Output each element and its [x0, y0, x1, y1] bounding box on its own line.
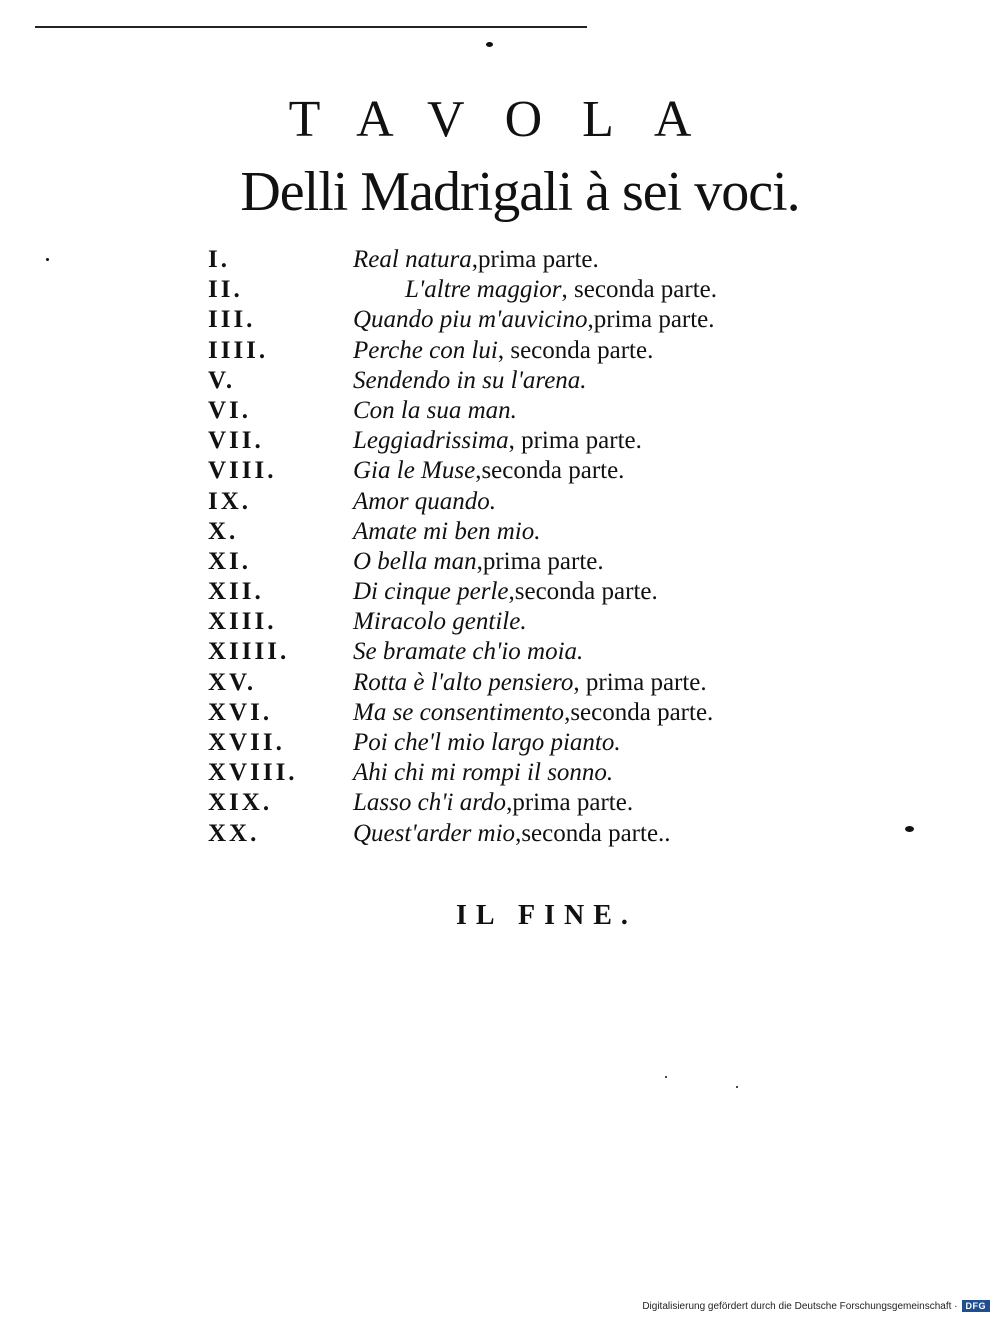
entry-numeral: I.	[208, 246, 230, 273]
entry-numeral: VI.	[208, 396, 252, 424]
entry-numeral: XV.	[208, 668, 257, 696]
list-item	[208, 336, 808, 366]
entry-part: , seconda parte.	[497, 336, 654, 364]
top-rule	[35, 26, 587, 28]
ink-speck	[486, 42, 493, 47]
madrigal-index	[208, 245, 808, 849]
list-item	[208, 788, 808, 818]
entry-incipit: Con la sua man.	[353, 396, 517, 424]
entry-incipit: Miracolo gentile.	[353, 608, 527, 636]
entry-incipit: Ahi chi mi rompi il sonno.	[353, 759, 614, 787]
entry-numeral: XIII.	[208, 608, 277, 636]
entry-incipit: Real natura	[353, 246, 472, 273]
page-subtitle: Delli Madrigali à sei voci.	[240, 161, 800, 223]
entry-incipit: Leggiadrissima	[353, 427, 509, 455]
entry-part: ,prima parte.	[506, 789, 634, 817]
dfg-logo: DFG	[962, 1300, 991, 1312]
ink-speck	[905, 826, 914, 832]
entry-part: ,prima parte.	[476, 547, 604, 575]
entry-numeral: XIX.	[208, 789, 273, 817]
entry-numeral: XVI.	[208, 698, 273, 726]
entry-part: ,seconda parte.	[564, 698, 714, 726]
entry-incipit: Amate mi ben mio.	[353, 517, 541, 545]
entry-incipit: Rotta è l'alto pensiero	[353, 668, 574, 696]
entry-numeral: VII.	[208, 427, 264, 455]
entry-numeral: II.	[208, 276, 243, 304]
entry-incipit: Perche con lui	[353, 336, 498, 364]
credit-text: Digitalisierung gefördert durch die Deutsche Forschungsgemeinschaft ·	[642, 1300, 958, 1312]
entry-numeral: III.	[208, 306, 256, 334]
entry-incipit: O bella man	[353, 547, 477, 575]
entry-incipit: Poi che'l mio largo pianto.	[353, 729, 621, 756]
ink-speck	[665, 1076, 667, 1078]
entry-numeral: XVIII.	[208, 759, 298, 787]
entry-numeral: XII.	[208, 578, 264, 606]
list-item	[208, 637, 808, 667]
list-item	[208, 426, 808, 456]
page-title: TAVOLA	[288, 91, 732, 148]
list-item	[208, 305, 808, 335]
entry-incipit: Gia le Muse	[353, 457, 476, 485]
entry-incipit: Sendendo in su l'arena.	[353, 366, 587, 394]
entry-part: , seconda parte.	[561, 276, 718, 304]
entry-part: ,prima parte.	[587, 306, 715, 334]
list-item	[208, 487, 808, 517]
list-item	[208, 275, 808, 305]
digitization-credit	[642, 1300, 990, 1312]
entry-numeral: VIII.	[208, 457, 277, 485]
colophon: IL FINE.	[456, 900, 637, 931]
entry-incipit: Quando piu m'auvicino	[353, 306, 588, 334]
entry-numeral: XIIII.	[208, 638, 290, 666]
entry-incipit: Di cinque perle	[353, 578, 509, 606]
entry-numeral: V.	[208, 366, 236, 394]
entry-incipit: Quest'arder mio	[353, 819, 516, 847]
list-item	[208, 607, 808, 637]
entry-part: ,seconda parte..	[515, 819, 671, 847]
ink-speck	[46, 258, 49, 261]
entry-incipit: Amor quando.	[353, 487, 497, 515]
entry-numeral: IIII.	[208, 336, 269, 364]
entry-incipit: Ma se consentimento	[353, 698, 565, 726]
entry-numeral: XX.	[208, 819, 260, 847]
list-item	[208, 668, 808, 698]
list-item	[208, 577, 808, 607]
list-item	[208, 819, 808, 849]
entry-numeral: X.	[208, 517, 239, 545]
entry-numeral: XVII.	[208, 729, 285, 756]
list-item	[208, 758, 808, 788]
list-item	[208, 728, 808, 758]
entry-incipit: Lasso ch'i ardo	[353, 789, 507, 817]
entry-part: ,prima parte.	[471, 246, 599, 273]
entry-part: ,seconda parte.	[508, 578, 658, 606]
list-item	[208, 366, 808, 396]
entry-incipit: L'altre maggior	[405, 276, 562, 304]
list-item	[208, 547, 808, 577]
entry-part: , prima parte.	[508, 427, 642, 455]
entry-part: , prima parte.	[573, 668, 707, 696]
list-item	[208, 456, 808, 486]
ink-speck	[736, 1086, 738, 1088]
list-item	[208, 698, 808, 728]
list-item	[208, 245, 808, 275]
entry-incipit: Se bramate ch'io moia.	[353, 638, 584, 666]
list-item	[208, 396, 808, 426]
list-item	[208, 517, 808, 547]
entry-part: ,seconda parte.	[475, 457, 625, 485]
entry-numeral: IX.	[208, 487, 252, 515]
entry-numeral: XI.	[208, 547, 252, 575]
